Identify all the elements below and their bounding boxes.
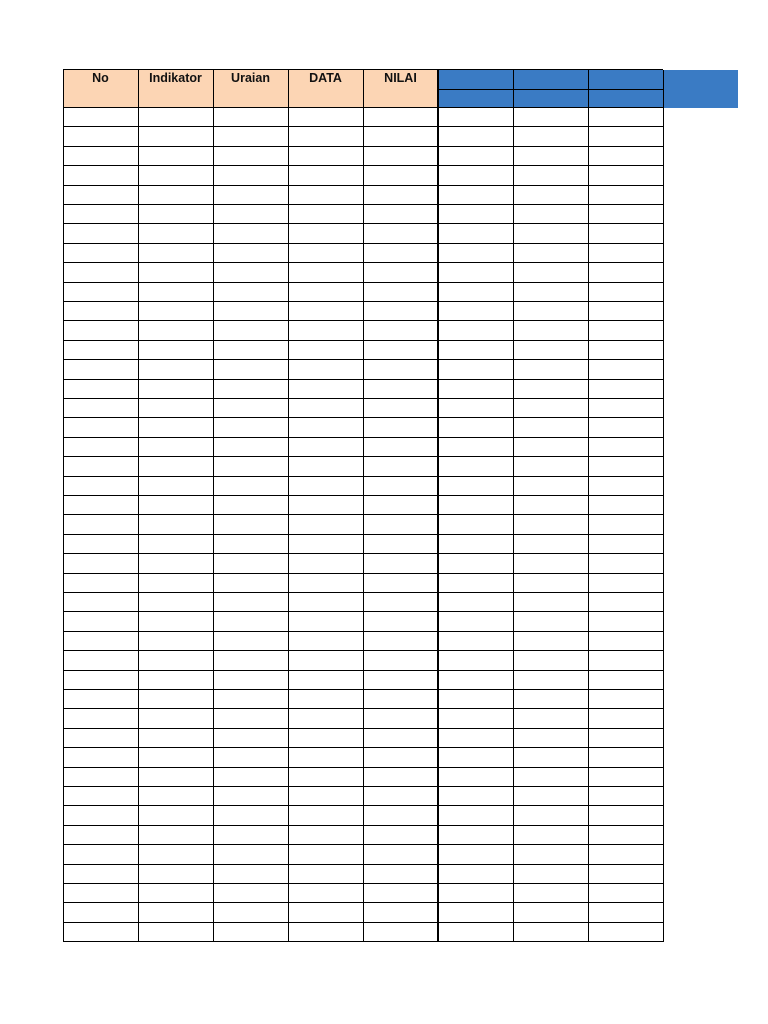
row-border bbox=[63, 883, 663, 884]
row-border bbox=[63, 864, 663, 865]
row-number[interactable] bbox=[63, 535, 138, 554]
row-border bbox=[63, 243, 663, 244]
row-number[interactable] bbox=[63, 768, 138, 787]
indikator-cell[interactable] bbox=[140, 574, 212, 593]
indikator-cell[interactable] bbox=[140, 108, 212, 127]
indikator-cell[interactable] bbox=[140, 845, 212, 864]
row-border bbox=[63, 805, 663, 806]
column-border bbox=[138, 70, 139, 942]
row-number[interactable] bbox=[63, 787, 138, 806]
indikator-cell[interactable] bbox=[140, 787, 212, 806]
indikator-cell[interactable] bbox=[140, 263, 212, 282]
row-number[interactable] bbox=[63, 244, 138, 263]
indikator-cell[interactable] bbox=[140, 244, 212, 263]
row-number[interactable] bbox=[63, 147, 138, 166]
row-number[interactable] bbox=[63, 671, 138, 690]
indikator-cell[interactable] bbox=[140, 321, 212, 340]
row-border bbox=[63, 708, 663, 709]
row-number[interactable] bbox=[63, 574, 138, 593]
row-border bbox=[63, 340, 663, 341]
header-uraian[interactable]: Uraian bbox=[213, 70, 288, 108]
indikator-cell[interactable] bbox=[140, 380, 212, 399]
row-number[interactable] bbox=[63, 729, 138, 748]
row-number[interactable] bbox=[63, 748, 138, 767]
indikator-cell[interactable] bbox=[140, 923, 212, 942]
row-number[interactable] bbox=[63, 457, 138, 476]
header-indikator[interactable]: Indikator bbox=[138, 70, 213, 108]
row-border bbox=[63, 844, 663, 845]
column-border bbox=[288, 70, 289, 942]
row-border bbox=[63, 825, 663, 826]
indikator-cell[interactable] bbox=[140, 748, 212, 767]
row-number[interactable] bbox=[63, 341, 138, 360]
row-border bbox=[63, 689, 663, 690]
row-border bbox=[63, 611, 663, 612]
row-number[interactable] bbox=[63, 632, 138, 651]
indikator-cell[interactable] bbox=[140, 418, 212, 437]
indikator-cell[interactable] bbox=[140, 535, 212, 554]
row-border bbox=[63, 107, 663, 108]
row-border bbox=[63, 941, 663, 942]
row-number[interactable] bbox=[63, 651, 138, 670]
indikator-cell[interactable] bbox=[140, 515, 212, 534]
row-border bbox=[63, 456, 663, 457]
indikator-cell[interactable] bbox=[140, 768, 212, 787]
row-number[interactable] bbox=[63, 612, 138, 631]
indikator-cell[interactable] bbox=[140, 826, 212, 845]
row-border bbox=[63, 767, 663, 768]
row-border bbox=[63, 573, 663, 574]
row-border bbox=[63, 553, 663, 554]
row-number[interactable] bbox=[63, 554, 138, 573]
row-number[interactable] bbox=[63, 302, 138, 321]
row-border bbox=[63, 301, 663, 302]
indikator-cell[interactable] bbox=[140, 477, 212, 496]
row-number[interactable] bbox=[63, 283, 138, 302]
row-number[interactable] bbox=[63, 418, 138, 437]
row-border bbox=[63, 359, 663, 360]
row-number[interactable] bbox=[63, 166, 138, 185]
indikator-cell[interactable] bbox=[140, 438, 212, 457]
indikator-cell[interactable] bbox=[140, 283, 212, 302]
row-number[interactable] bbox=[63, 826, 138, 845]
indikator-cell[interactable] bbox=[140, 806, 212, 825]
row-border bbox=[63, 514, 663, 515]
row-border bbox=[63, 495, 663, 496]
indikator-cell[interactable] bbox=[140, 593, 212, 612]
row-border bbox=[63, 631, 663, 632]
indikator-cell[interactable] bbox=[140, 457, 212, 476]
indikator-cell[interactable] bbox=[140, 224, 212, 243]
row-number[interactable] bbox=[63, 903, 138, 922]
header-blue-subcells bbox=[438, 89, 663, 108]
indikator-cell[interactable] bbox=[140, 205, 212, 224]
row-border bbox=[63, 146, 663, 147]
row-number[interactable] bbox=[63, 496, 138, 515]
row-border bbox=[63, 650, 663, 651]
row-border bbox=[63, 592, 663, 593]
indikator-cell[interactable] bbox=[140, 496, 212, 515]
row-border bbox=[63, 437, 663, 438]
indikator-cell[interactable] bbox=[140, 671, 212, 690]
indikator-cell[interactable] bbox=[140, 612, 212, 631]
row-number[interactable] bbox=[63, 477, 138, 496]
row-number[interactable] bbox=[63, 380, 138, 399]
row-number[interactable] bbox=[63, 321, 138, 340]
row-number[interactable] bbox=[63, 709, 138, 728]
indikator-cell[interactable] bbox=[140, 186, 212, 205]
row-number[interactable] bbox=[63, 884, 138, 903]
column-border bbox=[63, 70, 64, 942]
row-number[interactable] bbox=[63, 806, 138, 825]
row-number[interactable] bbox=[63, 263, 138, 282]
row-border bbox=[63, 922, 663, 923]
header-no[interactable]: No bbox=[63, 70, 138, 108]
indikator-cell[interactable] bbox=[140, 147, 212, 166]
row-number[interactable] bbox=[63, 515, 138, 534]
column-border bbox=[513, 70, 514, 942]
indikator-cell[interactable] bbox=[140, 884, 212, 903]
row-border bbox=[63, 223, 663, 224]
indikator-cell[interactable] bbox=[140, 690, 212, 709]
indikator-cell[interactable] bbox=[140, 302, 212, 321]
row-number[interactable] bbox=[63, 865, 138, 884]
indikator-cell[interactable] bbox=[140, 341, 212, 360]
row-number[interactable] bbox=[63, 923, 138, 942]
row-border bbox=[63, 534, 663, 535]
row-number[interactable] bbox=[63, 108, 138, 127]
row-border bbox=[63, 320, 663, 321]
row-border bbox=[63, 398, 663, 399]
row-border bbox=[63, 728, 663, 729]
row-border bbox=[63, 282, 663, 283]
header-nilai[interactable]: NILAI bbox=[363, 70, 438, 108]
row-number[interactable] bbox=[63, 205, 138, 224]
row-border bbox=[63, 476, 663, 477]
indikator-cell[interactable] bbox=[140, 360, 212, 379]
column-border bbox=[588, 70, 589, 942]
column-border bbox=[437, 70, 438, 942]
row-number[interactable] bbox=[63, 845, 138, 864]
indikator-cell[interactable] bbox=[140, 399, 212, 418]
row-number[interactable] bbox=[63, 127, 138, 146]
row-number[interactable] bbox=[63, 399, 138, 418]
indikator-cell[interactable] bbox=[140, 166, 212, 185]
indikator-cell[interactable] bbox=[140, 709, 212, 728]
row-border bbox=[63, 670, 663, 671]
indikator-cell[interactable] bbox=[140, 127, 212, 146]
row-number[interactable] bbox=[63, 438, 138, 457]
row-number[interactable] bbox=[63, 224, 138, 243]
header-data[interactable]: DATA bbox=[288, 70, 363, 108]
indikator-cell[interactable] bbox=[140, 554, 212, 573]
row-number[interactable] bbox=[63, 360, 138, 379]
indikator-cell[interactable] bbox=[140, 632, 212, 651]
row-border bbox=[63, 902, 663, 903]
row-border bbox=[63, 417, 663, 418]
row-border bbox=[63, 747, 663, 748]
row-border bbox=[63, 165, 663, 166]
row-border bbox=[63, 379, 663, 380]
row-number[interactable] bbox=[63, 690, 138, 709]
row-border bbox=[438, 89, 663, 90]
row-border bbox=[63, 262, 663, 263]
indikator-cell[interactable] bbox=[140, 729, 212, 748]
row-border bbox=[63, 204, 663, 205]
indikator-cell[interactable] bbox=[140, 865, 212, 884]
row-border bbox=[63, 786, 663, 787]
column-border bbox=[663, 70, 664, 942]
row-border bbox=[63, 69, 663, 70]
indikator-cell[interactable] bbox=[140, 903, 212, 922]
row-number[interactable] bbox=[63, 593, 138, 612]
row-border bbox=[63, 126, 663, 127]
row-border bbox=[63, 185, 663, 186]
indikator-cell[interactable] bbox=[140, 651, 212, 670]
row-number[interactable] bbox=[63, 186, 138, 205]
column-border bbox=[363, 70, 364, 942]
column-border bbox=[213, 70, 214, 942]
